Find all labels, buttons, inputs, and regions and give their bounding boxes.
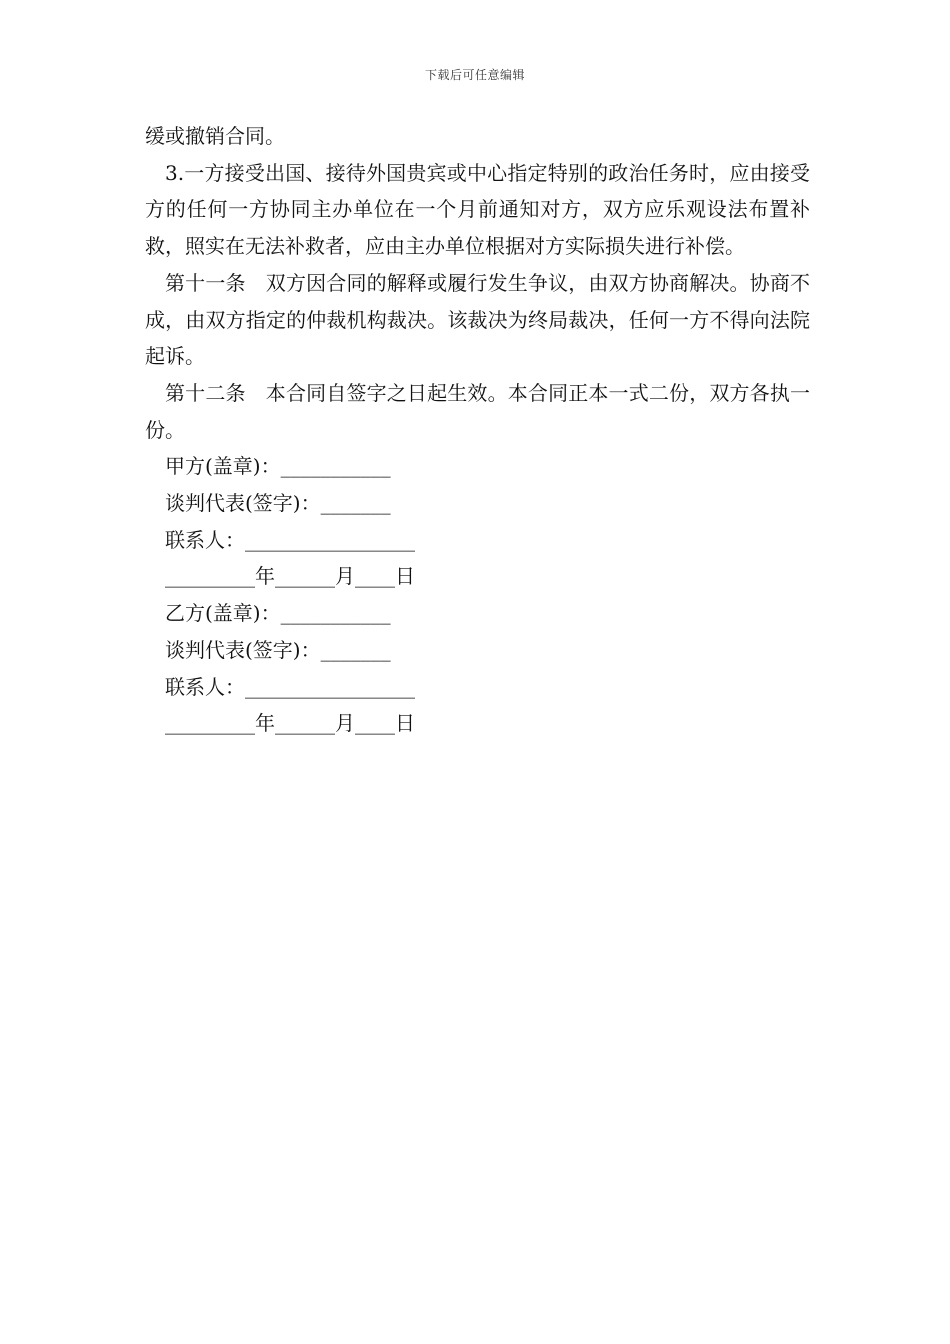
party-a-seal-line: 甲方(盖章)：___________ [165,454,391,479]
signature-block-party-a [145,448,810,595]
party-b-date-line: _________年______月____日 [165,711,415,736]
paragraph-clause-3: 3.一方接受出国、接待外国贵宾或中心指定特别的政治任务时，应由接受方的任何一方协同主办单位在一个月前通知对方，双方应乐观设法布置补救，照实在无法补救者，应由主办单位根据对方实际损失进行补偿。 [145,160,810,259]
signature-block-party-b [145,595,810,742]
document-body [145,118,810,742]
party-b-representative-line: 谈判代表(签字)：_______ [165,637,391,662]
paragraph-continuation: 缓或撤销合同。 [145,124,285,148]
party-b-contact-line: 联系人：_________________ [165,674,415,699]
paragraph-article-11: 第十一条 双方因合同的解释或履行发生争议，由双方协商解决。协商不成，由双方指定的仲裁机构裁决。该裁决为终局裁决，任何一方不得向法院起诉。 [145,270,810,369]
page-header: 下载后可任意编辑 [424,68,525,82]
party-a-date-line: _________年______月____日 [165,564,415,589]
party-b-seal-line: 乙方(盖章)：___________ [165,601,391,626]
party-a-contact-line: 联系人：_________________ [165,527,415,552]
party-a-representative-line: 谈判代表(签字)：_______ [165,491,391,516]
paragraph-article-12: 第十二条 本合同自签字之日起生效。本合同正本一式二份，双方各执一份。 [145,380,810,442]
